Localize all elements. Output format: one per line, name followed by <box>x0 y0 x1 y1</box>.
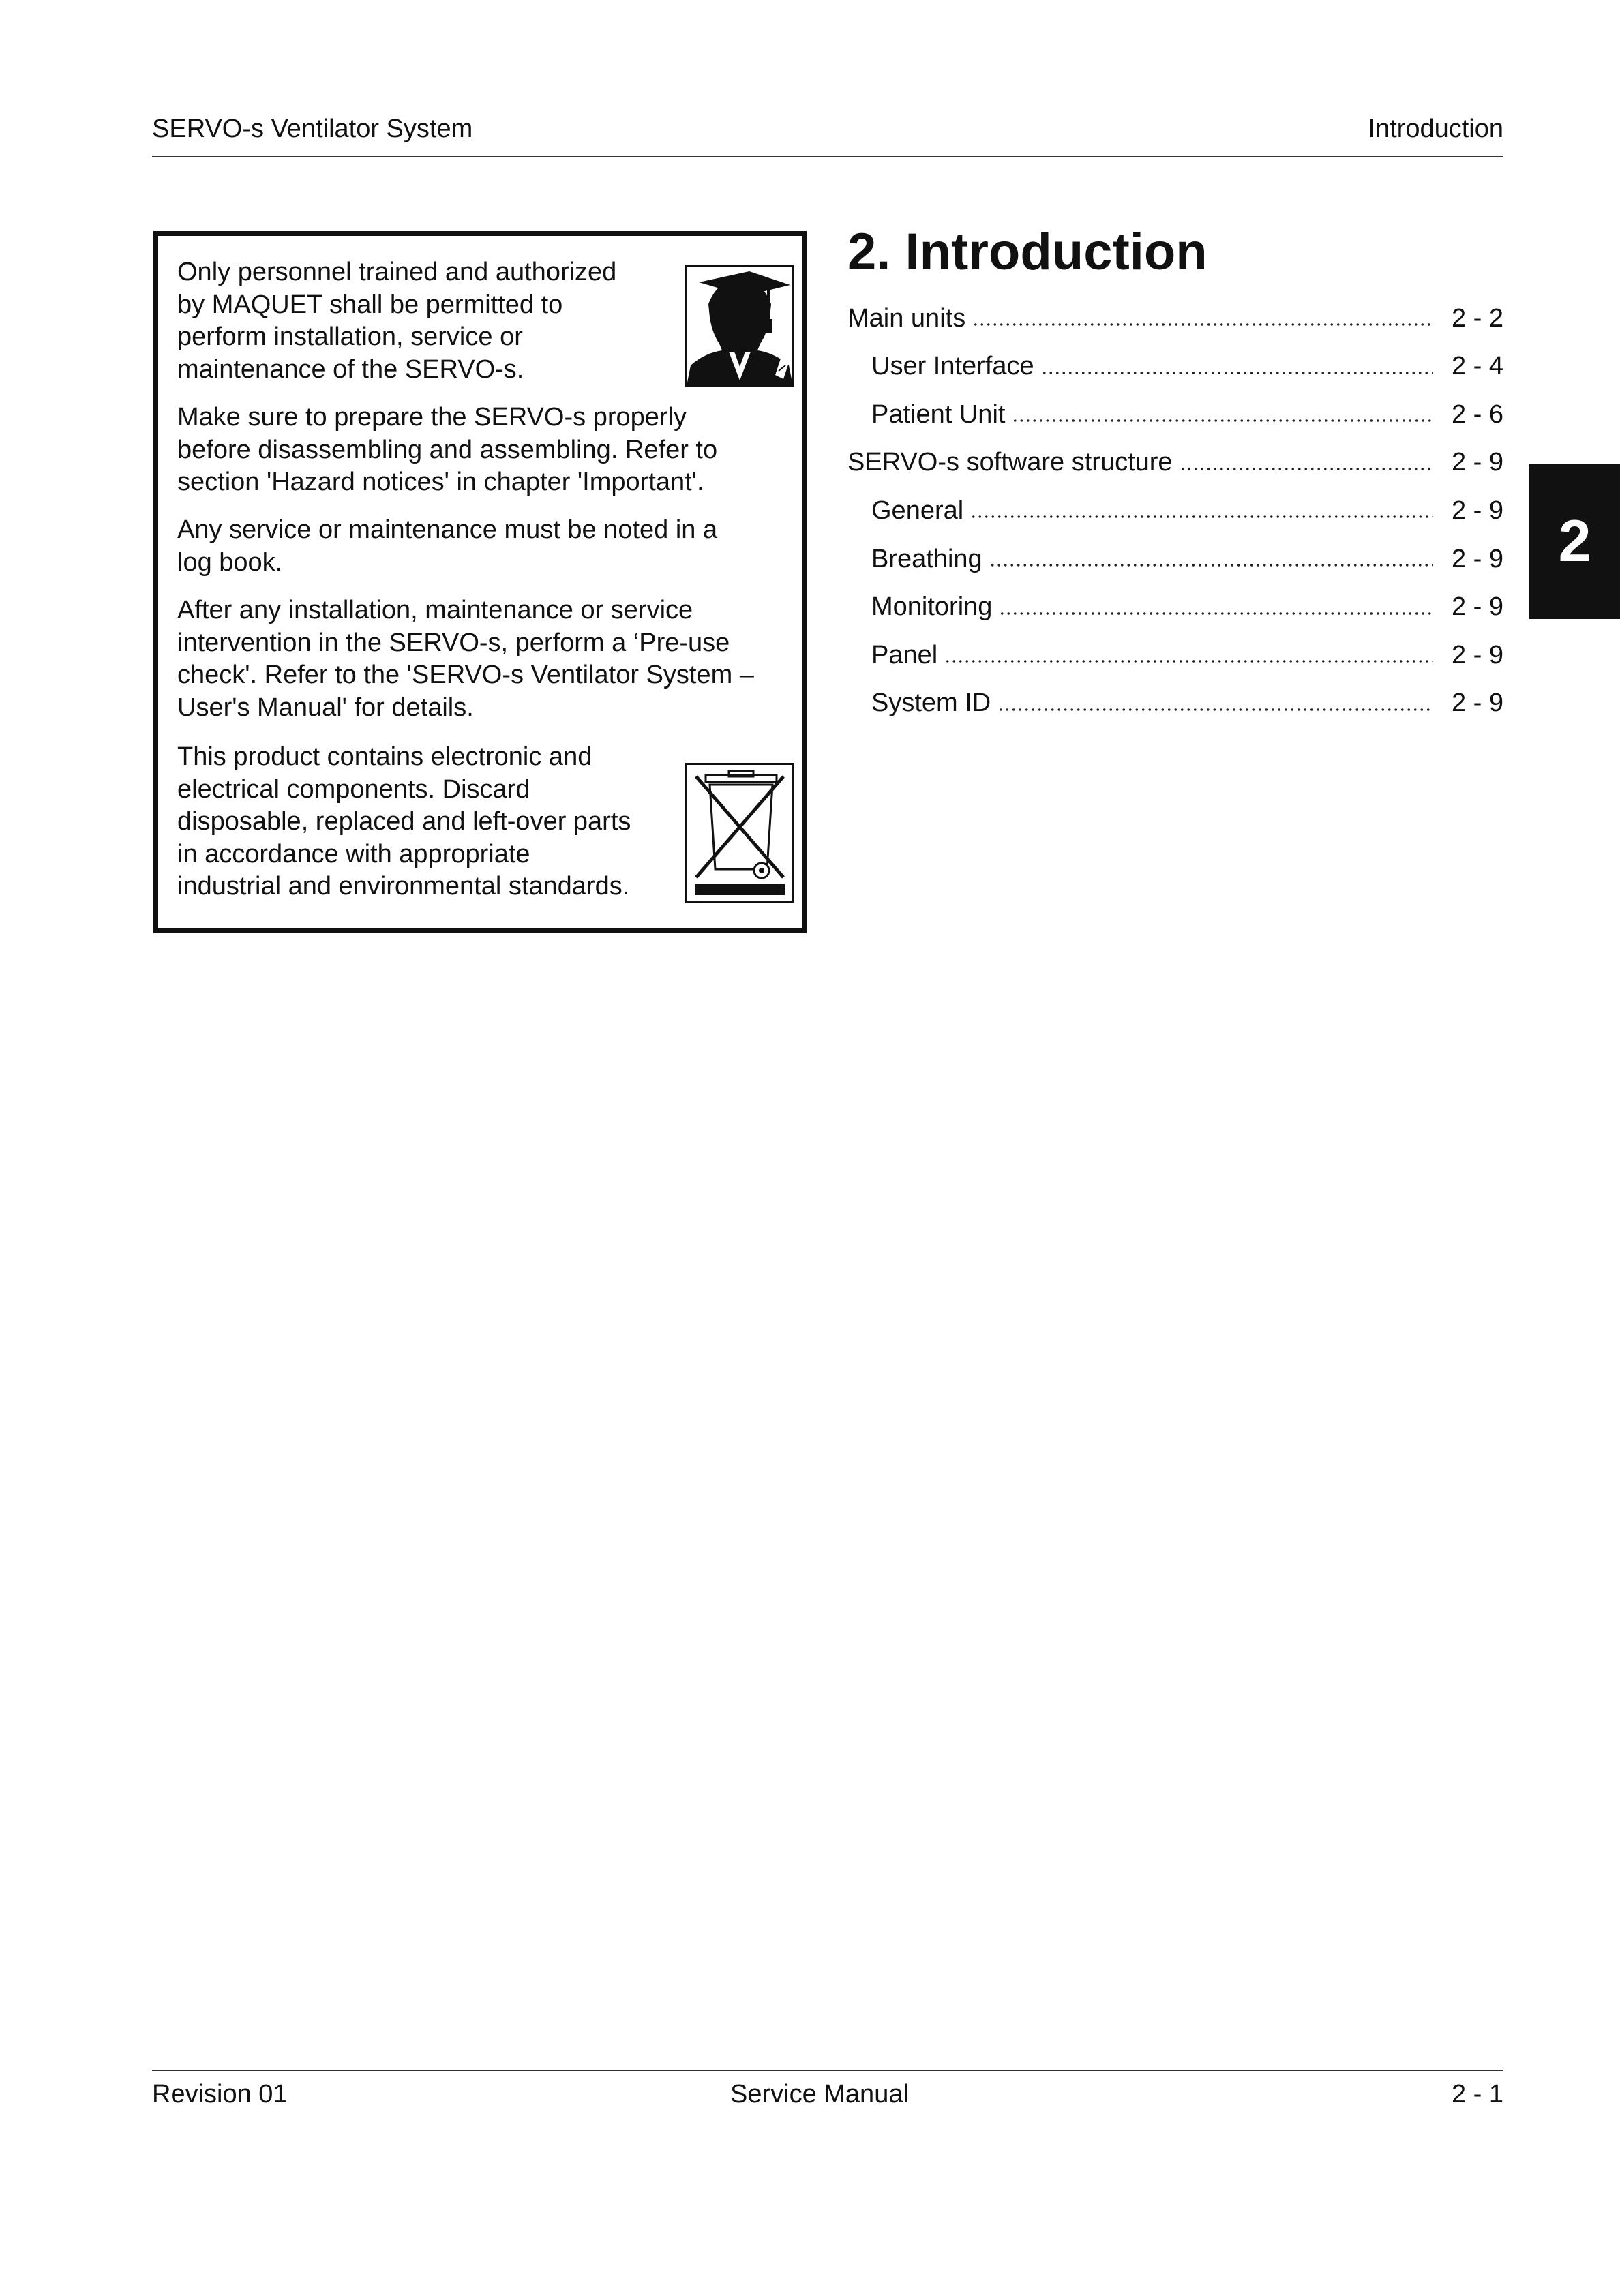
toc-leader-dots <box>989 564 1432 567</box>
notice-pre-use-check: After any installation, maintenance or service intervention in the SERVO-s, perform a ‘Pre-use check'. Refer to the 'SERVO-s Ventilator System – User's Manual' for details. <box>177 596 754 722</box>
toc-entry-title: Main units <box>847 303 966 333</box>
footer-page-number: 2 - 1 <box>1451 2080 1503 2109</box>
toc-entry-title: Breathing <box>871 544 982 573</box>
notice-log-book: Any service or maintenance must be noted in a log book. <box>177 515 718 577</box>
header-divider <box>152 156 1503 157</box>
toc-entry[interactable] <box>871 346 1503 387</box>
toc-leader-dots <box>999 612 1432 615</box>
toc-leader-dots <box>1012 419 1432 422</box>
graduate-icon <box>685 265 794 387</box>
toc-leader-dots <box>970 515 1432 518</box>
footer-divider <box>152 2070 1503 2071</box>
toc-entry[interactable] <box>871 683 1503 724</box>
notice-prepare-servo: Make sure to prepare the SERVO-s properly before disassembling and assembling. Refer to section 'Hazard notices' in chapter 'Important'. <box>177 403 718 496</box>
toc-entry-title: User Interface <box>871 352 1034 381</box>
footer-revision: Revision 01 <box>152 2080 288 2109</box>
toc-entry-page: 2 - 9 <box>1451 689 1503 718</box>
toc-entry[interactable] <box>871 539 1503 579</box>
chapter-title: 2. Introduction <box>847 223 1208 281</box>
toc-entry-page: 2 - 6 <box>1451 399 1503 429</box>
running-header-title: SERVO-s Ventilator System <box>152 115 473 143</box>
notice-authorized-personnel: Only personnel trained and authorized by MAQUET shall be permitted to perform installation, service or maintenance of the SERVO-s. <box>177 258 617 384</box>
toc-entry-title: SERVO-s software structure <box>847 448 1173 477</box>
footer-document-title: Service Manual <box>730 2080 909 2109</box>
running-header-section: Introduction <box>1368 115 1503 143</box>
toc-entry-page: 2 - 9 <box>1451 448 1503 477</box>
toc-entry-page: 2 - 2 <box>1451 303 1503 333</box>
toc-entry[interactable] <box>871 490 1503 531</box>
toc-entry-title: Monitoring <box>871 592 993 622</box>
toc-entry[interactable] <box>871 587 1503 628</box>
toc-entry-page: 2 - 9 <box>1451 592 1503 622</box>
toc-entry-title: Patient Unit <box>871 399 1006 429</box>
service-notice-box <box>153 231 807 933</box>
toc-leader-dots <box>1180 468 1432 470</box>
toc-entry-page: 2 - 4 <box>1451 352 1503 381</box>
toc-entry-page: 2 - 9 <box>1451 544 1503 573</box>
toc-entry[interactable] <box>871 635 1503 676</box>
toc-entry[interactable] <box>871 394 1503 435</box>
toc-entry-title: Panel <box>871 640 938 669</box>
toc-entry-title: System ID <box>871 689 991 718</box>
toc-entry[interactable] <box>847 298 1503 339</box>
notice-disposal: This product contains electronic and electrical components. Discard disposable, replaced and left-over parts in accordance with appropriate industrial and environmental standards. <box>177 742 631 901</box>
toc-leader-dots <box>1041 372 1432 374</box>
toc-entry[interactable] <box>847 442 1503 483</box>
toc-entry-page: 2 - 9 <box>1451 496 1503 525</box>
toc-leader-dots <box>972 323 1432 326</box>
toc-entry-page: 2 - 9 <box>1451 640 1503 669</box>
toc-leader-dots <box>997 708 1432 711</box>
toc-leader-dots <box>944 660 1432 663</box>
weee-bin-icon <box>685 763 794 903</box>
chapter-tab: 2 <box>1529 464 1620 619</box>
toc-entry-title: General <box>871 496 964 525</box>
